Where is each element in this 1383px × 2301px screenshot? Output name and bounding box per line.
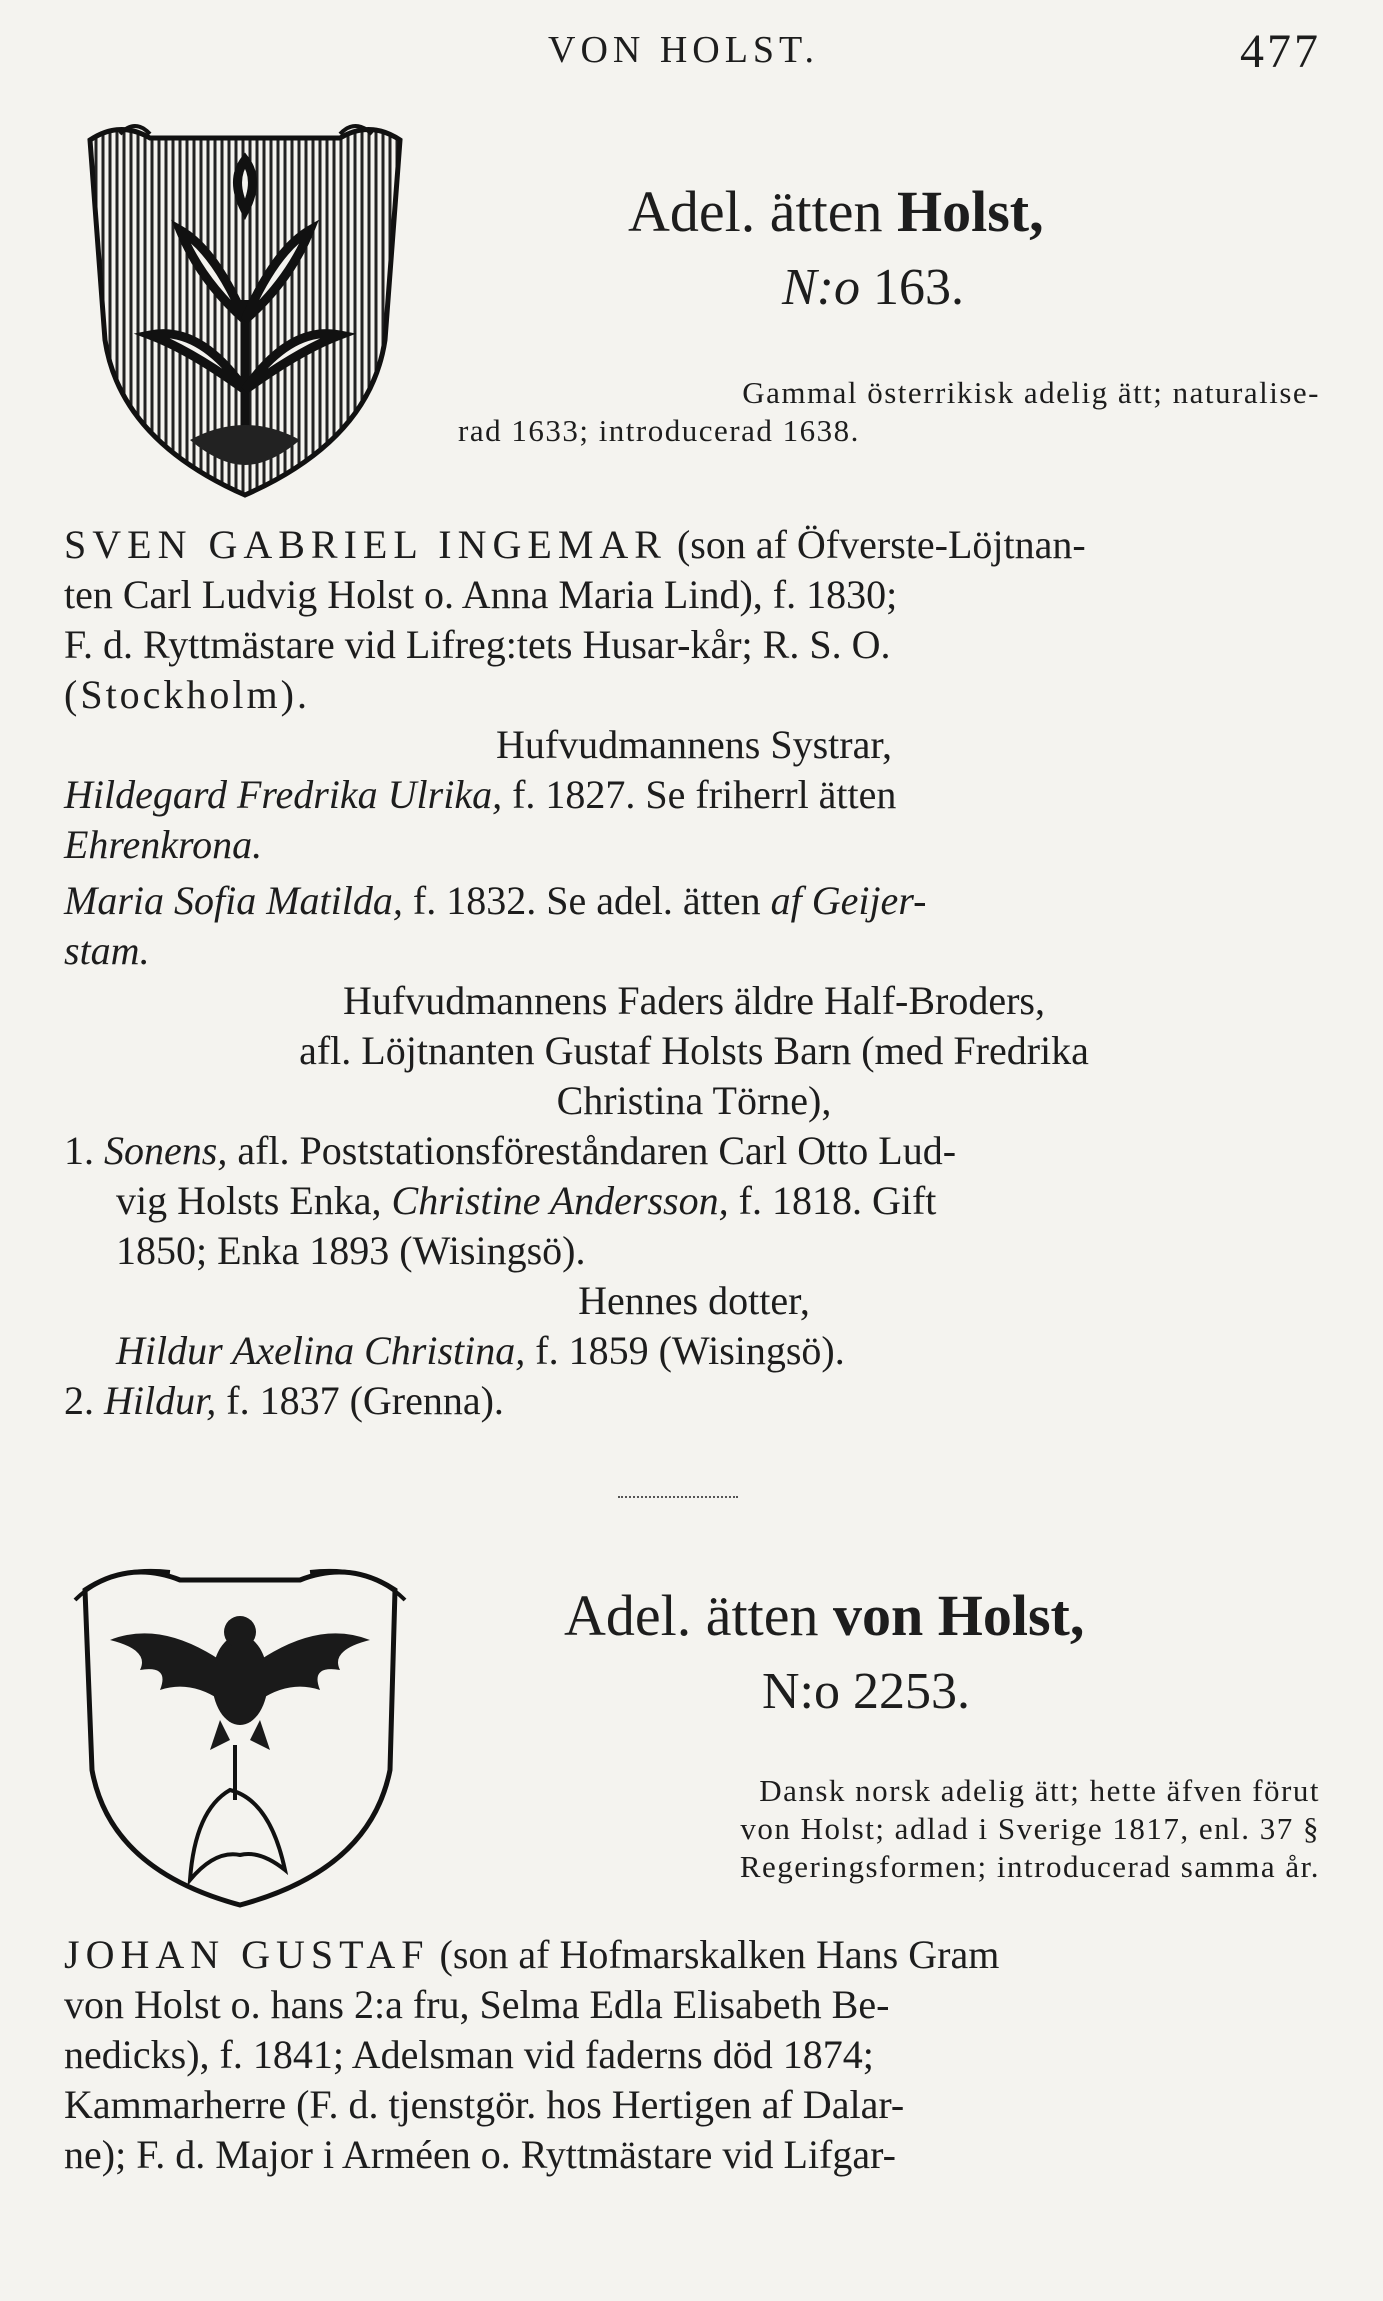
section-heading: Hennes dotter, [578,1278,810,1323]
note-line: Regeringsformen; introducerad samma år. [739,1849,1320,1884]
person-name: Hildur Axelina Christina, [116,1328,526,1373]
family-number-holst [782,258,964,317]
family-heading-von-holst [564,1582,1084,1649]
person-name: Maria Sofia Matilda, [64,878,403,923]
reference: stam. [64,928,150,973]
coat-of-arms-shield-with-eagle-icon [70,1550,410,1910]
head-text: (son af Öfverste-Löjtnan- [666,522,1086,567]
head-name: SVEN GABRIEL INGEMAR [64,522,667,567]
number-label: N:o [782,259,860,316]
item-number: 1. [64,1128,94,1173]
person-name: Christine Andersson, [391,1178,729,1223]
entry-text: vig Holsts Enka, [116,1178,392,1223]
person-name: Hildegard Fredrika Ulrika, [64,772,503,817]
entry-text: f. 1827. Se friherrl ätten [502,772,897,817]
family-name: Holst, [896,179,1044,244]
head-text: nedicks), f. 1841; Adelsman vid faderns död 1874; [64,2032,874,2077]
coat-of-arms-shield-with-plant-icon [80,120,410,500]
person-name: Hildur, [104,1378,217,1423]
reference: af Geijer- [770,878,927,923]
page-number: 477 [1240,25,1321,78]
head-text: (Stockholm). [64,672,310,717]
heading-prefix: Adel. ätten [628,179,883,244]
entry-text: 1850; Enka 1893 (Wisingsö). [116,1228,586,1273]
item-number: 2. [64,1378,94,1423]
entry-text: f. 1859 (Wisingsö). [525,1328,845,1373]
head-text: von Holst o. hans 2:a fru, Selma Edla Elisabeth Be- [64,1982,890,2027]
head-name: JOHAN GUSTAF [64,1932,430,1977]
family-note-holst [458,374,1320,450]
number-label: N:o [762,1663,840,1720]
section-divider [618,1496,738,1498]
number-value: 163. [873,259,964,316]
head-of-family-entry [64,520,1324,1426]
heading-prefix: Adel. ätten [564,1583,819,1648]
person-name: Sonens, [104,1128,228,1173]
section-heading: afl. Löjtnanten Gustaf Holsts Barn (med Fredrika [299,1028,1089,1073]
reference: Ehrenkrona. [64,822,263,867]
section-heading: Christina Törne), [556,1078,832,1123]
family-note-von-holst [470,1772,1320,1886]
head-text: F. d. Ryttmästare vid Lifreg:tets Husar-kår; R. S. O. [64,622,891,667]
note-line: Dansk norsk adelig ätt; hette äfven förut [759,1773,1320,1808]
running-head [0,25,1383,88]
entry-text: f. 1832. Se adel. ätten [402,878,771,923]
entry-text: f. 1837 (Grenna). [216,1378,504,1423]
note-line: Gammal österrikisk adelig ätt; naturalise- [742,375,1320,410]
head-text: ne); F. d. Major i Arméen o. Ryttmästare vid Lifgar- [64,2132,896,2177]
head-text: (son af Hofmarskalken Hans Gram [429,1932,1000,1977]
head-text: Kammarherre (F. d. tjenstgör. hos Hertigen af Dalar- [64,2082,905,2127]
entry-text: f. 1818. Gift [728,1178,937,1223]
number-value: 2253. [853,1663,970,1720]
entry-text: afl. Poststationsföreståndaren Carl Otto Lud- [227,1128,957,1173]
head-text: ten Carl Ludvig Holst o. Anna Maria Lind), f. 1830; [64,572,898,617]
family-name: von Holst, [832,1583,1085,1648]
section-heading: Hufvudmannens Faders äldre Half-Broders, [342,978,1045,1023]
note-line: rad 1633; introducerad 1638. [458,413,860,448]
family-number-von-holst [762,1662,970,1721]
running-head-title: VON HOLST. [548,29,819,71]
note-line: von Holst; adlad i Sverige 1817, enl. 37 § [740,1811,1320,1846]
section-heading: Hufvudmannens Systrar, [495,722,893,767]
head-of-family-entry-von-holst [64,1930,1324,2180]
family-heading-holst [628,178,1044,245]
